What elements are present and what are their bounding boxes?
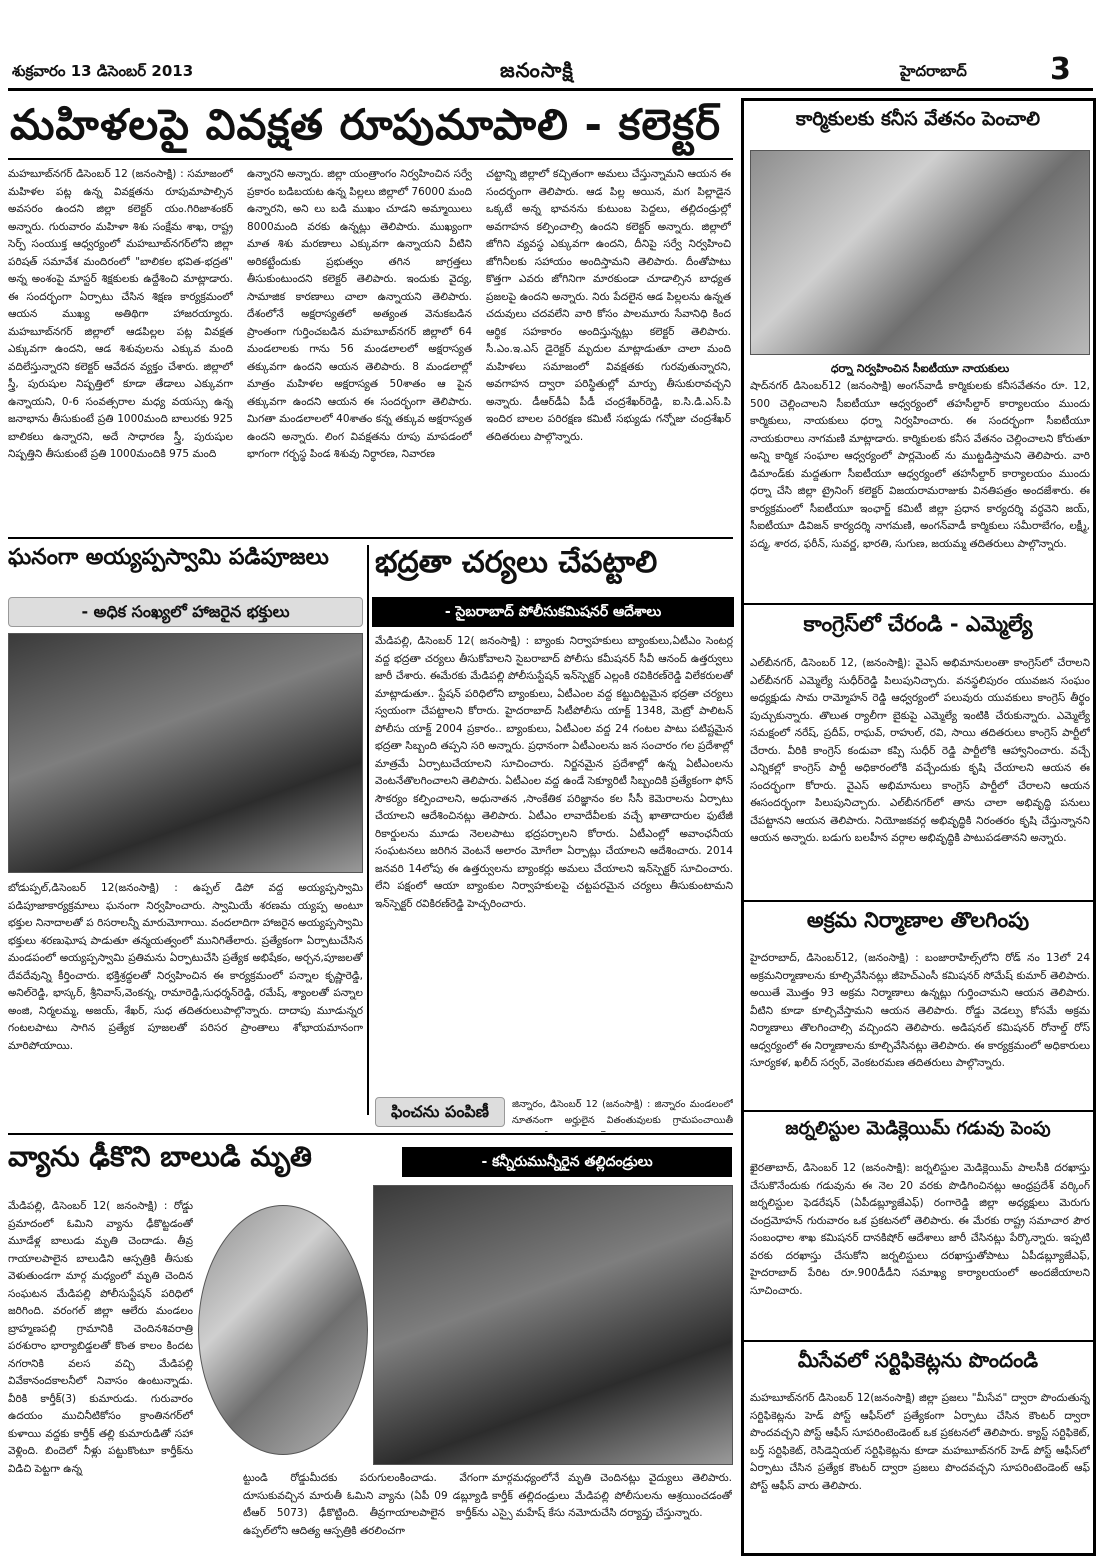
sidebar-story1-headline: కార్మికులకు కనీస వేతనం పెంచాలి (795, 108, 1041, 130)
bhadrata-headline: భద్రతా చర్యలు చేపట్టాలి (375, 545, 658, 580)
sidebar-story5-text: మహబూబ్‌నగర్ డిసెంబర్ 12(జనంసాక్షి) జిల్లా ప్రజలు "మీసేవ" ద్వారా పొందుతున్న సర్టిఫికెట్లను హెడ్ పోస్ట్ ఆఫీస్‌లో ప్రత్యేకంగా ఏర్పాటు చేసిన కౌంటర్ ద్వారా పొందవచ్చని పోస్ట్ ఆఫీస్ సూపరింటెండెంట్ ఒక ప్రకటనలో తెలిపారు. క్యాస్ట్ సర్టిఫికెట్, బర్త్ సర్టిఫికెట్, రెసిడెన్షియల్ సర్టిఫికెట్లను కూడా మహబూబ్‌నగర్ హెడ్ పోస్ట్ ఆఫీస్‌లో ఏర్పాటు చేసిన ప్రత్యేక కౌంటర్ ద్వారా ప్రజలు పొందవచ్చని సూపరింటెండెంట్ ఆఫ్ పోస్ట్ ఆఫీస్ వారు తెలిపారు. (750, 1392, 1090, 1492)
pension-story-text: జిన్నారం, డిసెంబర్ 12 (జనంసాక్షి) : జిన్నారం మండలంలో నూతనంగా అర్హులైన వితంతువులకు గ్రామపంచాయితీ (512, 1099, 733, 1126)
issue-date: శుక్రవారం 13 డిసెంబర్ 2013 (12, 62, 194, 80)
pension-tag: ఫించను పంపిణీ (375, 1097, 505, 1127)
section-rule-2 (8, 1133, 733, 1135)
sidebar-story3-text: హైదరాబాద్, డిసెంబర్12, (జనంసాక్షి) : బంజారాహిల్స్‌లోని రోడ్ నం 13లో 24 అక్రమనిర్మాణాలను కూల్చివేసినట్లు జీహెచ్ఎంసీ కమిషనర్ సోమేష్ కుమార్ తెలిపారు. అయితే మొత్తం 93 అక్రమ నిర్మాణాలు ఉన్నట్లు గుర్తించామని ఆయన తెలిపారు. వీటిని కూడా కూల్చివేస్తామని ఆయన తెలిపారు. రోడ్డు వెడల్పు కోసమే అక్రమ నిర్మాణాలు తొలగించాల్సి వచ్చిందని తెలిపారు. అడిషనల్ కమిషనర్ రోనాల్డ్ రోస్ ఆధ్వర్యంలో ఈ నిర్మాణాలను కూల్చివేసినట్లు తెలిపారు. ఈ కార్యక్రమంలో అధికారులు సూర్యకళ, ఖలీద్ సర్వర్, వెంకటరమణ తదితరులు పాల్గొన్నారు. (750, 952, 1090, 1069)
sidebar-story1-text: షాద్‌నగర్ డిసెంబర్12 (జనంసాక్షి) అంగన్‌వాడీ కార్మికులకు కనీసవేతనం రూ. 12, 500 చెల్లించాలని సీఐటీయూ ఆధ్వర్యంలో తహసీల్దార్ కార్యాలయం ముందు కార్మికులు, నాయకులు ధర్నా నిర్వహించారు. ఈ సందర్భంగా సీఐటీయూ నాయకురాలు నాగమణి మాట్లాడారు. కార్మికులకు కనీస వేతనం చెల్లించాలని కోరుతూ అన్ని కార్మిక సంఘాల ఆధ్వర్యంలో పార్లమెంట్ ను ముట్టడిస్తామని తెలిపారు. వారి డిమాండ్‌కు మద్దతుగా సీఐటీయూ ఆధ్వర్యంలో తహసీల్దార్ కార్యాలయం ముందు ధర్నా చేసి జిల్లా ట్రైనింగ్ కలెక్టర్ విజయరామరాజుకు వినతిపత్రం అందజేశారు. ఈ కార్యక్రమంలో సీఐటీయూ ఇంఛార్జ్ కమిటీ జిల్లా ప్రధాన కార్యదర్శి వర్ధవెని జయ్, సీఐటీయూ డివిజన్ కార్యదర్శి నాగమణి, అంగన్‌వాడీ కార్మికులు సమీరాబేగం, లక్ష్మీ, పద్మ, శారద, ఫరీన్, సువర్ణ, భారతి, సుగుణ, జయమ్మ తదితరులు పాల్గొన్నారు. (750, 380, 1090, 550)
sidebar-rule-1 (744, 603, 1094, 605)
main-story-col2: ఉన్నారని అన్నారు. జిల్లా యంత్రాంగం నిర్వహించిన సర్వే ప్రకారం బడిబయట ఉన్న పిల్లలు జిల్లాలో 76000 మంది ఉన్నారని, అని లు బడి ముఖం చూడని అమ్మాయిలు 8000మంది వరకు ఉన్నట్లు తెలిపారు. ముఖ్యంగా మాత శిశు మరణాలు ఎక్కువగా ఉన్నాయని వీటిని అరికట్టేందుకు ప్రభుత్వం తగిన జాగ్రత్తలు తీసుకుంటుందని కలెక్టర్ తెలిపారు. ఇందుకు వైద్య, సామాజిక కారణాలు చాలా ఉన్నాయని తెలిపారు. దేశంలోనే అక్షరాస్యతలో అత్యంత వెనుకబడిన ప్రాంతంగా గుర్తించబడిన మహబూబ్‌నగర్ జిల్లాలో 64 మండలాలకు గాను 56 మండలాలలో అక్షరాస్యత తక్కువగా ఉందని ఆయన తెలిపారు. 8 మండలాల్లో మాత్రం మహిళల అక్షరాస్యత 50శాతం ఆ పైన తక్కువగా ఉందని ఆయన ఈ సందర్భంగా తెలిపారు. మిగతా మండలాలలో 40శాతం కన్న తక్కువ అక్షరాస్యత ఉందని అన్నారు. లింగ వివక్షతను రూపు మాపడంలో భాగంగా గర్భస్థ పిండ శిశువు నిర్ధారణ, నివారణ (247, 168, 472, 460)
sidebar-rule-4 (744, 1340, 1094, 1342)
column-divider (367, 545, 369, 1115)
child-photo (198, 1205, 368, 1455)
masthead (0, 0, 1100, 93)
van-story-col2: ట్టుండి రోడ్డుమీదకు పరుగులంకించాడు. వేగంగా దూసుకువచ్చిన మారుతీ ఓమిని వ్యాను (ఏపీ 09 డబ్ల్యూడి టీఆర్ 5073) ఢీకొట్టింది. తీవ్రగాయాలపాలైన కార్తీక్‌ను ఉప్పల్‌లోని ఆదిత్య ఆస్పత్రికి తరలించగా (243, 1472, 488, 1537)
sidebar-story2-headline: కాంగ్రెస్‌లో చేరండి - ఎమ్మెల్యే (803, 612, 1033, 636)
newspaper-logo: జనంసాక్షి (500, 58, 574, 82)
bhadrata-subhead: - సైబరాబాద్ పోలీసుకమిషనర్ ఆదేశాలు (372, 597, 734, 627)
van-subhead: - కన్నీరుమున్నీరైన తల్లిదండ్రులు (402, 1147, 732, 1177)
parents-photo (373, 1185, 733, 1465)
van-story-col3: మార్గమధ్యంలోనే మృతి చెందినట్లు వైద్యులు తెలిపారు. కార్తీక్ తల్లిదండ్రులు మేడిపల్లి పోలీసులను ఆశ్రయించడంతో ఎస్సై మహేష్ కేసు నమోదుచేసి దర్యాప్తు చేస్తున్నారు. (492, 1472, 732, 1519)
ayyappa-puja-photo (8, 633, 363, 873)
main-headline: మహిళలపై వివక్షత రూపుమాపాలి - కలెక్టర్ (10, 100, 722, 149)
sidebar-story5-headline: మీసేవలో సర్టిఫికెట్లను పొందండి (797, 1348, 1039, 1372)
main-story-col3: చట్టాన్ని జిల్లాలో కచ్చితంగా అమలు చేస్తున్నామని ఆయన ఈ సందర్భంగా తెలిపారు. ఆడ పిల్ల అయిన, మగ పిల్లాడైన ఒక్కటే అన్న భావనను కుటుంబ పెద్దలు, తల్లిదండ్రుల్లో అవగాహన కల్పించాల్సి ఉందని కలెక్టర్ అన్నారు. జిల్లాలో జోగిని వ్యవస్థ ఎక్కువగా ఉందని, దీనిపై సర్వే నిర్వహించి జోగినీలకు సహాయం అందిస్తామని తెలిపారు. దీంతోపాటు కొత్తగా ఎవరు జోగినిగా మారకుండా చూడాల్సిన బాధ్యత ప్రజలపై ఉందని అన్నారు. నిరు పేదలైన ఆడ పిల్లలను ఉన్నత చదువులు చదవలేని వారి కోసం పాలమూరు సేవానిధి కింద ఆర్థిక సహకారం అందిస్తున్నట్లు కలెక్టర్ తెలిపారు. సీ.ఎం.ఇ.ఎస్ డైరెక్టర్ మృదుల మాట్లాడుతూ చాలా మంది మహిళలు సమాజంలో వివక్షతకు గురవుతున్నారని, అవగాహన ద్వారా పరిస్థితుల్లో మార్పు తీసుకురావచ్చని అన్నారు. డీఆర్‌డీఏ పీడీ చంద్రశేఖర్‌రెడ్డి, ఐ.సి.డి.ఎస్.పి ఇందిర బాలల పరిరక్షణ కమిటీ సభ్యుడు గన్నోజు చంద్రశేఖర్ తదితరులు పాల్గొన్నారు. (486, 168, 731, 443)
sidebar-story2-text: ఎల్‌బీనగర్, డిసెంబర్ 12, (జనంసాక్షి): వైఎస్ అభిమానులంతా కాంగ్రెస్‌లో చేరాలని ఎల్‌బీనగర్ ఎమ్మెల్యే సుధీర్‌రెడ్డి పిలుపునిచ్చారు. వనస్థలిపురం యువజన సంఘం అధ్యక్షుడు సామ రామ్మోహన్ రెడ్డి ఆధ్వర్యంలో పలువురు యువకులు కాంగ్రెస్ తీర్థం పుచ్చుకున్నారు. తొలుత ర్యాలీగా బైకుపై ఎమ్మెల్యే ఇంటికి చేరుకున్నారు. ఎమ్మెల్యే సమక్షంలో నరేష్, ప్రదీప్, రాఘవ్, రాహుల్, రవి, సాయి తదితరులు కాంగ్రెస్ పార్టీలో చేరారు. వీరికి కాంగ్రెస్ కండువా కప్పి సుధీర్ రెడ్డి పార్టీలోకి ఆహ్వానించారు. వచ్చే ఎన్నికల్లో కాంగ్రెస్ పార్టీ అధికారంలోకి వచ్చేందుకు కృషి చేయాలని ఆయన ఈ సందర్భంగా కోరారు. వైఎస్ అభిమానులు కాంగ్రెస్ పార్టీలో చేరాలని ఆయన ఈసందర్భంగా పిలుపునిచ్చారు. ఎల్‌బీనగర్‌లో తాను చాలా అభివృద్ధి పనులు చేపట్టానని ఆయన తెలిపారు. నియోజకవర్గ అభివృద్ధికి నిరంతరం కృషి చేస్తున్నానని ఆయన అన్నారు. బడుగు బలహీన వర్గాల అభివృద్ధికి పాటుపడతానని అన్నారు. (750, 657, 1090, 844)
bhadrata-story-text: మేడిపల్లి, డిసెంబర్ 12( జనంసాక్షి) : బ్యాంకు నిర్వాహకులు బ్యాంకులు,ఏటీఎం సెంటర్ల వద్ద భద్రతా చర్యలు తీసుకోవాలని సైబరాబాద్ పోలీసు కమీషనర్ సీవీ ఆనంద్ ఉత్తర్వులు జారీ చేశారు. ఈమేరకు మేడిపల్లి పోలీసుస్టేషన్ ఇన్‌స్పెక్టర్ ఎల్లంకి రవికిరణ్‌రెడ్డి విలేకరులతో మాట్లాడుతూ.. స్టేషన్ పరిధిలోని బ్యాంకులు, ఏటీఎంల వద్ద కట్టుదిట్టమైన భద్రతా చర్యలు స్వయంగా చేపట్టాలని కోరారు. హైదరాబాద్ సిటీపోలీసు యాక్ట్ 1348, మెట్రో పాలిటన్ పోలీసు యాక్ట్ 2004 ప్రకారం.. బ్యాంకులు, ఏటీఎంల వద్ద 24 గంటల పాటు పటిష్టమైన భద్రతా సిబ్బంది తప్పని సరి అన్నారు. ప్రధానంగా ఏటీఎంలను జన సంచారం గల ప్రదేశాల్లో మాత్రమే ఏర్పాటుచేయాలని సూచించారు. నిర్జనమైన ప్రదేశాల్లో ఉన్న ఏటీఎంలను వెంటనేతొలగించాలని తెలిపారు. ఏటీఎంల వద్ద ఉండే సెక్యూరిటీ సిబ్బందికి ప్రత్యేకంగా ఫోన్ సౌకర్యం కల్పించాలని, అధునాతన ,సాంకేతిక పరిజ్ఞానం కల సీసీ కెమెరాలను ఏర్పాటు చేయాలని ఆదేశించినట్లు తెలిపారు. ఏటీఎం లావాదేవీలకు వచ్చే ఖాతాదారుల ఫుటేజీ రికార్డులను మూడు నెలలపాటు భద్రపర్చాలని కోరారు. ఏటీఎంల్లో అవాంఛనీయ సంఘటనలు జరిగిన వెంటనే అలారం మోగేలా ఏర్పాట్లు చేయాలని ఆదేశించారు. 2014 జనవరి 14లోపు ఈ ఉత్తర్వులను బ్యాంకర్లు అమలు చేయాలని ఇన్‌స్పెక్టర్ సూచించారు. లేని పక్షంలో ఆయా బ్యాంకుల నిర్వాహకులపై చట్టపరమైన చర్యలు తీసుకుంటామని ఇన్‌స్పెక్టర్ రవికిరణ్‌రెడ్డి హెచ్చరించారు. (375, 635, 733, 910)
ayyappa-story-text: బోడుప్పల్,డిసెంబర్ 12(జనంసాక్షి) : ఉప్పల్ డిపో వద్ద అయ్యప్పస్వామి పడిపూజాకార్యక్రమాలు ఘనంగా నిర్వహించారు. స్వామియే శరణమ య్యప్ప అంటూ భక్తుల నినాదాలతో ప రిసరాలన్నీ మారుమోగాయి. వందలాదిగా హాజరైన అయ్యప్పస్వామి భక్తులు శరణుఘోష పాడుతూ తన్మయత్వంలో మునిగితేలారు. ప్రత్యేకంగా ఏర్పాటుచేసిన మండపంలో అయ్యప్పస్వామి ప్రతిమను ఏర్పాటుచేసి ప్రత్యేక అభిషేకం, అర్చన,పూజలతో దేవదేవున్ని కీర్తించారు. భక్తిశ్రద్ధలతో నిర్వహించిన ఈ కార్యక్రమంలో పన్నాల కృష్ణారెడ్డి, అనిల్‌రెడ్డి, భాస్కర్, శ్రీనివాస్,వెంకన్న, రామారెడ్డి,సుధర్శన్‌రెడ్డి, రమేష్, శ్యాంలతో పన్నాల అంజి, నిర్మలమ్మ, అజయ్, శేఖర్, సుధ తదితరులుపాల్గొన్నారు. దాదాపు మూడున్నర గంటలపాటు సాగిన ప్రత్యేక పూజలతో పరిసర ప్రాంతాలు శోభాయమానంగా మారిపోయాయి. (8, 882, 363, 1052)
masthead-rule (8, 88, 1093, 91)
sidebar-rule-2 (744, 900, 1094, 902)
sidebar-story3-headline: అక్రమ నిర్మాణాల తొలగింపు (806, 908, 1030, 932)
van-headline: వ్యాను ఢీకొని బాలుడి మృతి (8, 1140, 312, 1173)
section-rule (8, 537, 733, 539)
ayyappa-headline: ఘనంగా అయ్యప్పస్వామి పడిపూజలు (8, 545, 329, 570)
sidebar-rule-3 (744, 1110, 1094, 1112)
sidebar-story4-headline: జర్నలిస్టుల మెడిక్లెయిమ్ గడువు పెంపు (785, 1118, 1051, 1139)
ayyappa-subhead: - అధిక సంఖ్యలో హాజరైన భక్తులు (8, 597, 363, 627)
main-story-col1: మహబూబ్‌నగర్ డిసెంబర్ 12 (జనంసాక్షి) : సమాజంలో మహిళల పట్ల ఉన్న వివక్షతను రూపుమాపాల్సిన అవసరం ఉందని జిల్లా కలెక్టర్ యం.గిరిజాశంకర్ అన్నారు. గురువారం మహిళా శిశు సంక్షేమ శాఖ, రాష్ట్ర సెర్ప్ సంయుక్త ఆధ్వర్యంలో మహబూబ్‌నగర్‌లోని జిల్లా పరిషత్ సమావేశ మందిరంలో "బాలికల భవిత-భద్రత" అన్న అంశంపై మాస్టర్ శిక్షకులకు ఉద్దేశించి మాట్లాడారు. ఈ సందర్భంగా ఏర్పాటు చేసిన శిక్షణ కార్యక్రమంలో ఆయన ముఖ్య అతిథిగా హాజరయ్యారు. మహబూబ్‌నగర్ జిల్లాలో ఆడపిల్లల పట్ల వివక్షత ఎక్కువగా ఉందని, ఆడ శిశువులను ఎక్కువ మంది వదిలేస్తున్నారని కలెక్టర్ ఆవేదన వ్యక్తం చేశారు. జిల్లాలో స్త్రీ, పురుషుల నిష్పత్తిలో కూడా తేడాలు ఎక్కువగా ఉన్నాయని, 0-6 సంవత్సరాల మధ్య వయస్సు ఉన్న జనాభాను తీసుకుంటే ప్రతి 1000మంది బాలురకు 925 బాలికలు ఉన్నారని, అదే సాధారణ స్త్రీ, పురుషుల నిష్పత్తిని తీసుకుంటే ప్రతి 1000మందికి 975 మంది (8, 168, 233, 460)
dharna-photo (750, 150, 1090, 355)
page-number: 3 (1050, 52, 1071, 87)
edition-city: హైదరాబాద్ (900, 62, 967, 80)
main-headline-rule (8, 158, 733, 160)
sidebar-story4-text: ఖైరతాబాద్, డిసెంబర్ 12 (జనంసాక్షి): జర్నలిస్టుల మెడిక్లెయిమ్ పాలసీకి దరఖాస్తు చేసుకొనేందుకు గడువును ఈ నెల 20 వరకు పొడిగించినట్లు ఆంధ్రప్రదేశ్ వర్కింగ్ జర్నలిస్టుల ఫెడరేషన్ (ఏపీడబ్ల్యూజేఎఫ్) రంగారెడ్డి జిల్లా అధ్యక్షులు మెరుగు చంద్రమోహన్ గురువారం ఒక ప్రకటనలో తెలిపారు. ఈ మేరకు రాష్ట్ర సమాచార పౌర సంబంధాల శాఖ కమిషనర్ దానకిషోర్ ఆదేశాలు జారీ చేసినట్లు పేర్కొన్నారు. ఇప్పటి వరకు దరఖాస్తు చేసుకోని జర్నలిస్టులు దరఖాస్తుతోపాటు ఏపీడబ్ల్యూజేఎఫ్, హైదరాబాద్ పేరిట రూ.900డీడీని సమాఖ్య కార్యాలయంలో అందజేయాలని సూచించారు. (750, 1162, 1090, 1297)
dharna-photo-caption: ధర్నా నిర్వహించిన సీఐటీయూ నాయకులు (830, 362, 1010, 375)
van-story-col1: మేడిపల్లి, డిసెంబర్ 12( జనంసాక్షి) : రోడ్డు ప్రమాదంలో ఓమిని వ్యాను ఢీకొట్టడంతో మూడేళ్ల బాలుడు మృతి చెందాడు. తీవ్ర గాయాలపాలైన బాలుడిని ఆస్పత్రికి తీసుకు వెళుతుండగా మార్గ మధ్యంలో మృతి చెందిన సంఘటన మేడిపల్లి పోలీసుస్టేషన్ పరిధిలో జరిగింది. వరంగల్ జిల్లా ఆలేరు మండలం బ్రాహ్మణపల్లి గ్రామానికి చెందినశివరాత్రి పరశురాం భార్యాబిడ్డలతో కొంత కాలం కిందట నగరానికి వలస వచ్చి మేడిపల్లి వివేకానందకాలనీలో నివాసం ఉంటున్నాడు. వీరికి కార్తీక్(3) కుమారుడు. గురువారం ఉదయం ముచినీటికోసం క్రాంతినగర్‌లో కుళాయి వద్దకు కార్తీక్ తల్లి కుమారుడితో సహా వెళ్లింది. బిందెలో నీళ్లు పట్టుకొంటూ కార్తీక్‌ను విడిచి పెట్టగా ఉన్న (8, 1200, 193, 1475)
